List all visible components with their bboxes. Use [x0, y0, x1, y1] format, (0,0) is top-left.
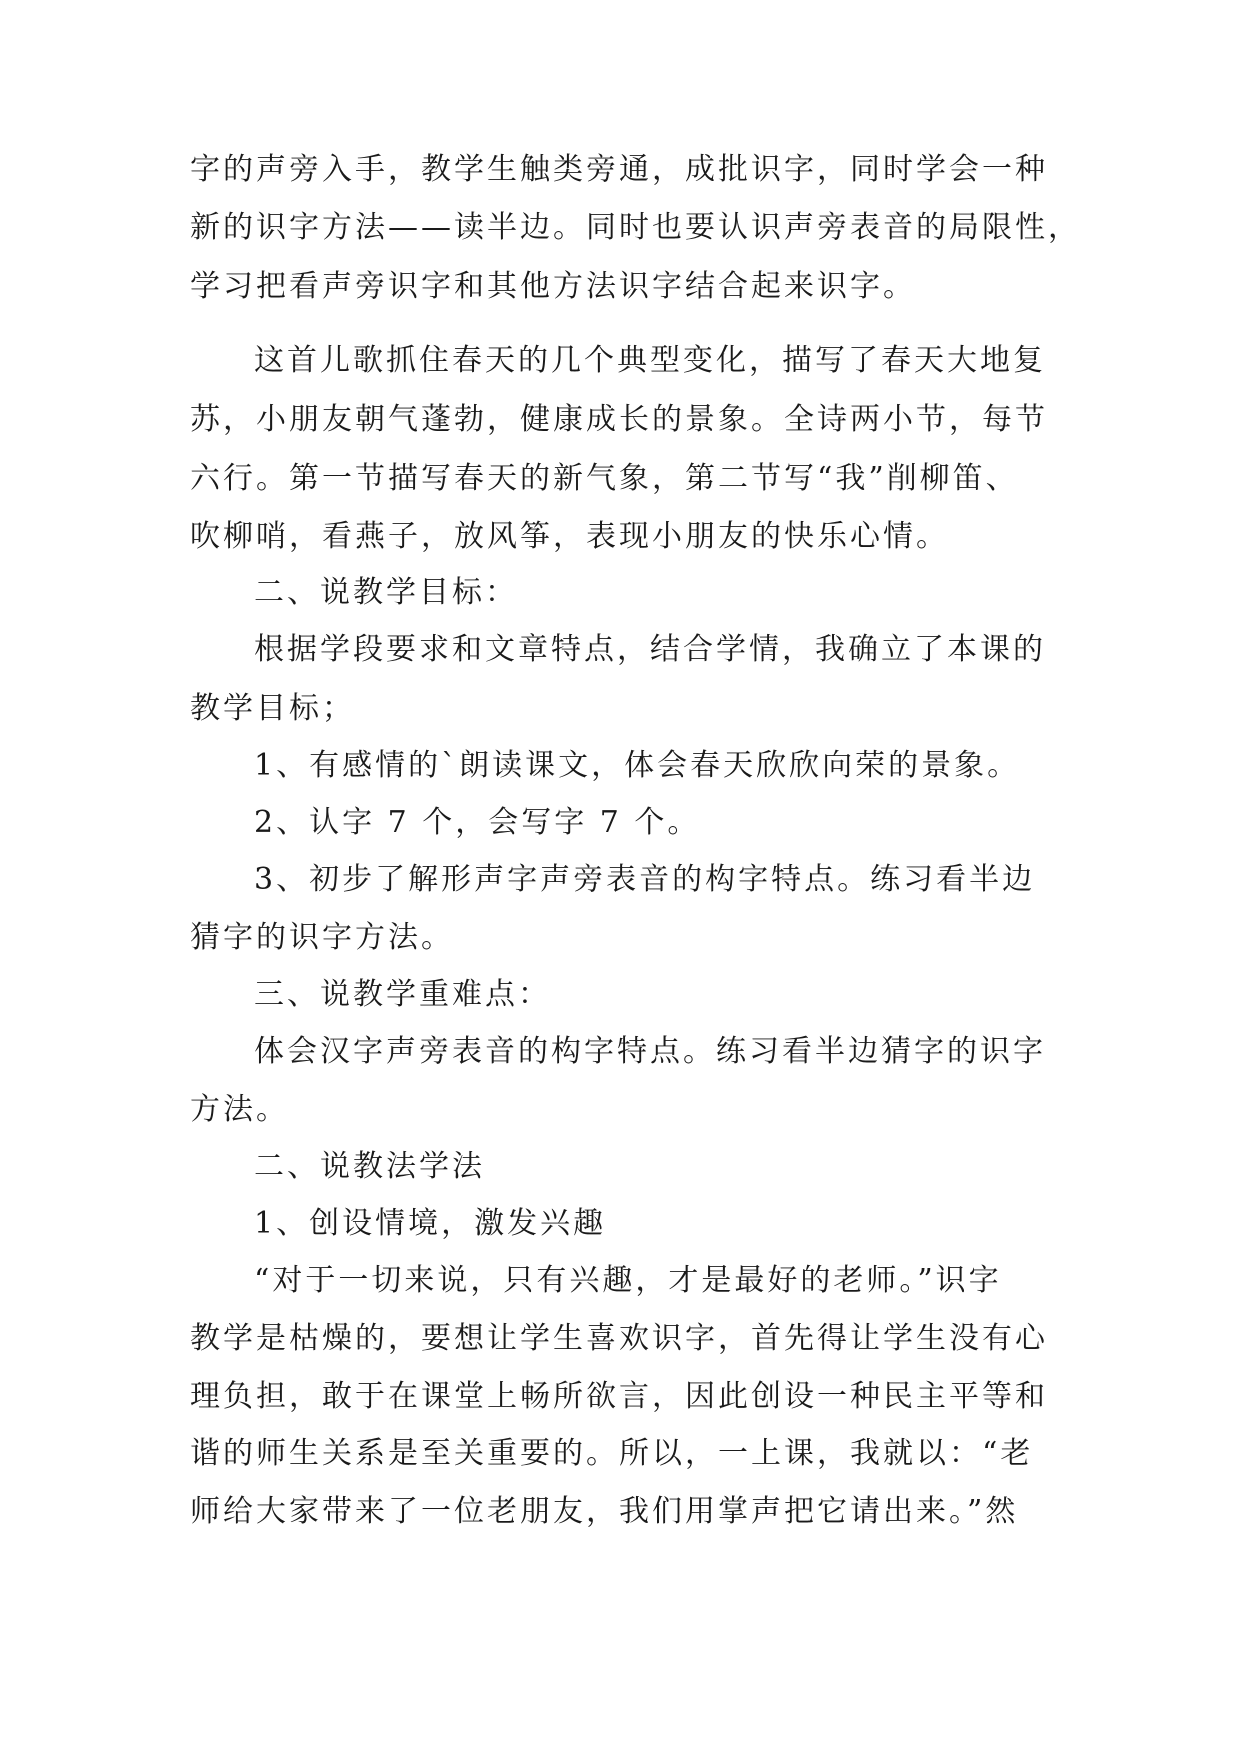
text-line: 吹柳哨，看燕子，放风筝，表现小朋友的快乐心情。: [190, 519, 949, 554]
section-heading: 二、说教法学法: [254, 1149, 485, 1184]
text-line: 谐的师生关系是至关重要的。所以，一上课，我就以：“老: [190, 1436, 1034, 1471]
paragraph-start-line: “对于一切来说，只有兴趣，才是最好的老师。”识字: [254, 1263, 1002, 1298]
text-line: 六行。第一节描写春天的新气象，第二节写“我”削柳笛、: [190, 461, 1019, 496]
section-heading: 二、说教学目标：: [254, 575, 518, 610]
text-line: 字的声旁入手，教学生触类旁通，成批识字，同时学会一种: [190, 152, 1048, 187]
paragraph-start-line: 这首儿歌抓住春天的几个典型变化，描写了春天大地复: [254, 343, 1046, 378]
section-heading: 三、说教学重难点：: [254, 977, 551, 1012]
list-item: 1、有感情的`朗读课文，体会春天欣欣向荣的景象。: [254, 748, 1021, 783]
list-item: 3、初步了解形声字声旁表音的构字特点。练习看半边: [254, 862, 1036, 897]
text-line: 教学目标；: [190, 691, 355, 726]
paragraph-start-line: 根据学段要求和文章特点，结合学情，我确立了本课的: [254, 632, 1046, 667]
text-line: 苏，小朋友朝气蓬勃，健康成长的景象。全诗两小节，每节: [190, 402, 1048, 437]
paragraph-start-line: 体会汉字声旁表音的构字特点。练习看半边猜字的识字: [254, 1034, 1046, 1069]
text-line: 教学是枯燥的，要想让学生喜欢识字，首先得让学生没有心: [190, 1321, 1048, 1356]
subsection-heading: 1、创设情境，激发兴趣: [254, 1206, 607, 1241]
text-line: 学习把看声旁识字和其他方法识字结合起来识字。: [190, 269, 916, 304]
list-item: 2、认字 7 个，会写字 7 个。: [254, 805, 701, 840]
text-line: 猜字的识字方法。: [190, 920, 454, 955]
text-line: 理负担，敢于在课堂上畅所欲言，因此创设一种民主平等和: [190, 1379, 1048, 1414]
text-line: 方法。: [190, 1092, 289, 1127]
text-line: 师给大家带来了一位老朋友，我们用掌声把它请出来。”然: [190, 1494, 1019, 1529]
text-line: 新的识字方法——读半边。同时也要认识声旁表音的局限性，: [190, 210, 1081, 245]
